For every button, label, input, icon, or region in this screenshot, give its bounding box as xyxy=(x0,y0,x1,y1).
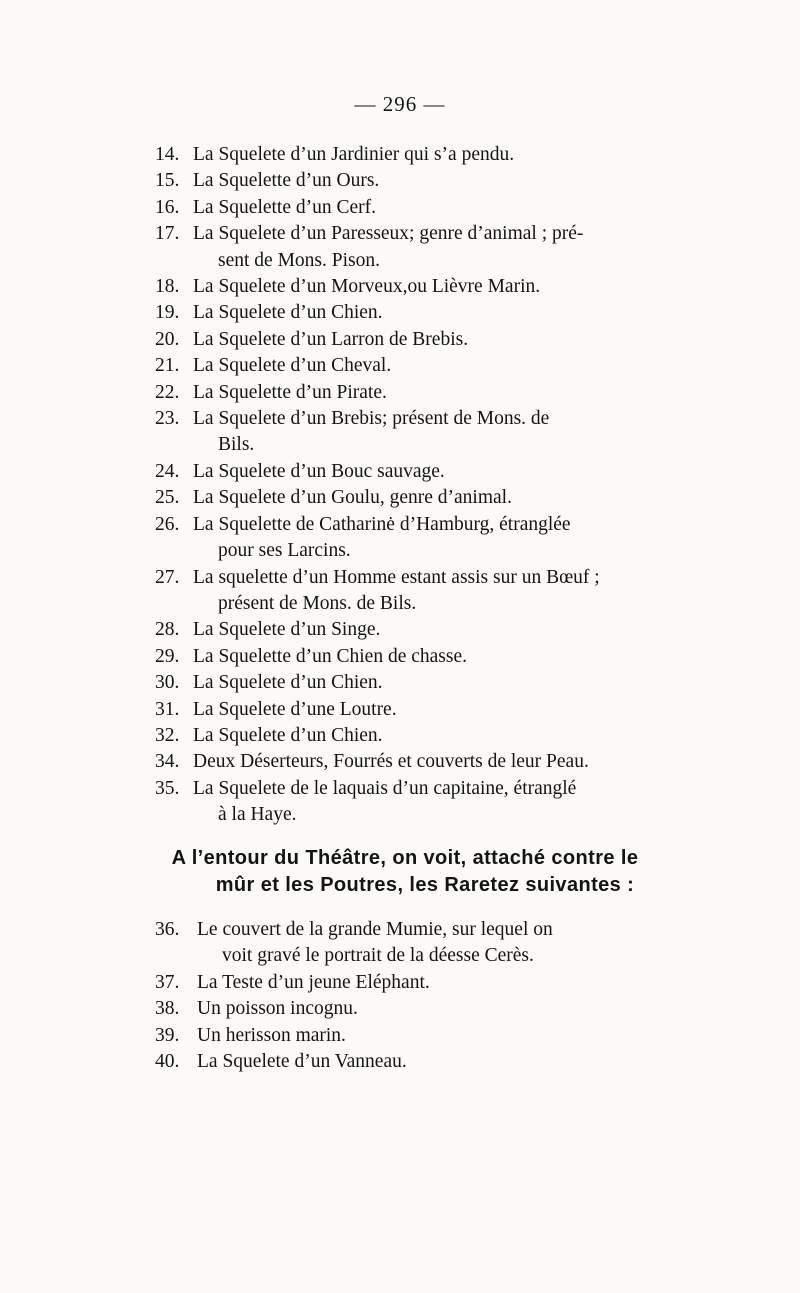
entry-text: La Squelette d’un Cerf. xyxy=(193,196,377,218)
list-item xyxy=(155,644,655,670)
entry-text: La Squelete d’un Brebis; présent de Mons. de xyxy=(193,408,550,430)
entry-number: 36. xyxy=(155,919,180,940)
entry-text: La Squelete d’un Jardinier qui s’a pendu. xyxy=(193,144,515,165)
entry-number: 34. xyxy=(155,751,180,773)
entry-text: La Squelete d’un Chien. xyxy=(193,302,383,324)
entry-number: 26. xyxy=(155,513,180,535)
list-item xyxy=(155,1023,655,1049)
entry-number: 21. xyxy=(155,355,180,377)
entry-text: La Squelete d’un Chien. xyxy=(193,724,383,746)
entry-text-continuation: voit gravé le portrait de la déesse Cerès. xyxy=(222,945,534,967)
entry-number: 19. xyxy=(155,302,180,324)
list-item xyxy=(155,565,655,591)
entry-text: La Squelete d’un Morveux,ou Lièvre Marin. xyxy=(193,276,541,298)
entry-number: 40. xyxy=(155,1051,180,1073)
list-item xyxy=(155,380,655,406)
entry-number: 20. xyxy=(155,328,180,350)
list-item xyxy=(155,670,655,696)
entry-number: 29. xyxy=(155,645,180,667)
list-item xyxy=(155,300,655,326)
entry-number: 27. xyxy=(155,566,180,588)
entry-number: 24. xyxy=(155,460,180,482)
list-item xyxy=(155,142,655,168)
entry-text: La Squelete d’un Bouc sauvage. xyxy=(193,460,445,482)
list-item xyxy=(155,917,655,943)
entry-text: La Squelette d’un Chien de chasse. xyxy=(193,645,467,667)
list-item-continuation xyxy=(155,248,655,274)
list-item-continuation xyxy=(155,591,655,617)
section-heading-line-1: A l’entour du Théâtre, on voit, attaché contre le xyxy=(171,847,639,869)
entry-text: La Squelete de le laquais d’un capitaine, étranglé xyxy=(193,777,577,799)
entry-number: 16. xyxy=(155,196,180,218)
entry-text: La Squelete d’un Paresseux; genre d’animal ; pré- xyxy=(193,223,584,245)
entry-text: La squelette d’un Homme estant assis sur un Bœuf ; xyxy=(193,566,600,588)
entry-text: La Squelete d’une Loutre. xyxy=(193,698,397,720)
entry-list-2 xyxy=(155,917,655,1075)
list-item xyxy=(155,274,655,300)
entry-text-continuation: sent de Mons. Pison. xyxy=(218,249,380,271)
entry-number: 15. xyxy=(155,170,180,192)
list-item-continuation xyxy=(155,802,655,828)
entry-text-continuation: pour ses Larcins. xyxy=(218,540,351,562)
entry-text: La Teste d’un jeune Eléphant. xyxy=(197,971,430,993)
list-item xyxy=(155,195,655,221)
list-item xyxy=(155,512,655,538)
entry-text: Un poisson incognu. xyxy=(197,998,358,1020)
entry-number: 31. xyxy=(155,698,180,720)
entry-text: La Squelete d’un Larron de Brebis. xyxy=(193,328,469,350)
list-item xyxy=(155,617,655,643)
entry-text: La Squelete d’un Vanneau. xyxy=(197,1051,407,1073)
entry-number: 14. xyxy=(155,144,180,165)
entry-text-continuation: à la Haye. xyxy=(218,804,297,826)
list-item xyxy=(155,776,655,802)
list-item xyxy=(155,353,655,379)
entry-text: Deux Déserteurs, Fourrés et couverts de leur Peau. xyxy=(193,751,589,773)
entry-number: 25. xyxy=(155,487,180,509)
list-item-continuation xyxy=(155,538,655,564)
entry-number: 32. xyxy=(155,724,180,746)
list-item xyxy=(155,723,655,749)
entry-number: 22. xyxy=(155,381,180,403)
entry-text-continuation: Bils. xyxy=(218,434,255,456)
entry-list xyxy=(155,142,655,829)
entry-text: La Squelette de Catharinė d’Hamburg, étranglée xyxy=(193,513,571,535)
entry-number: 37. xyxy=(155,971,180,993)
entry-number: 18. xyxy=(155,276,180,298)
list-item xyxy=(155,697,655,723)
entry-text: La Squelete d’un Singe. xyxy=(193,619,381,641)
section-heading-line-2: mûr et les Poutres, les Raretez suivantes : xyxy=(215,874,635,896)
entry-number: 38. xyxy=(155,998,180,1020)
page-number: — 296 — xyxy=(354,92,446,116)
list-item xyxy=(155,327,655,353)
entry-number: 39. xyxy=(155,1024,180,1046)
entry-text: Le couvert de la grande Mumie, sur lequel on xyxy=(197,919,553,940)
list-item xyxy=(155,459,655,485)
entry-number: 30. xyxy=(155,672,180,694)
entry-number: 17. xyxy=(155,223,180,245)
entry-text: La Squelete d’un Chien. xyxy=(193,672,383,694)
list-item xyxy=(155,168,655,194)
list-item xyxy=(155,996,655,1022)
entry-number: 23. xyxy=(155,408,180,430)
entry-text: Un herisson marin. xyxy=(197,1024,346,1046)
list-item xyxy=(155,485,655,511)
list-item xyxy=(155,406,655,432)
list-item xyxy=(155,1049,655,1075)
list-item xyxy=(155,221,655,247)
entry-text-continuation: présent de Mons. de Bils. xyxy=(218,592,417,614)
list-item-continuation xyxy=(155,943,655,969)
entry-number: 28. xyxy=(155,619,180,641)
list-item xyxy=(155,749,655,775)
section-heading xyxy=(155,845,655,899)
entry-number: 35. xyxy=(155,777,180,799)
entry-text: La Squelette d’un Pirate. xyxy=(193,381,387,403)
list-item-continuation xyxy=(155,432,655,458)
entry-text: La Squelette d’un Ours. xyxy=(193,170,380,192)
list-item xyxy=(155,970,655,996)
entry-text: La Squelete d’un Goulu, genre d’animal. xyxy=(193,487,512,509)
entry-text: La Squelete d’un Cheval. xyxy=(193,355,392,377)
